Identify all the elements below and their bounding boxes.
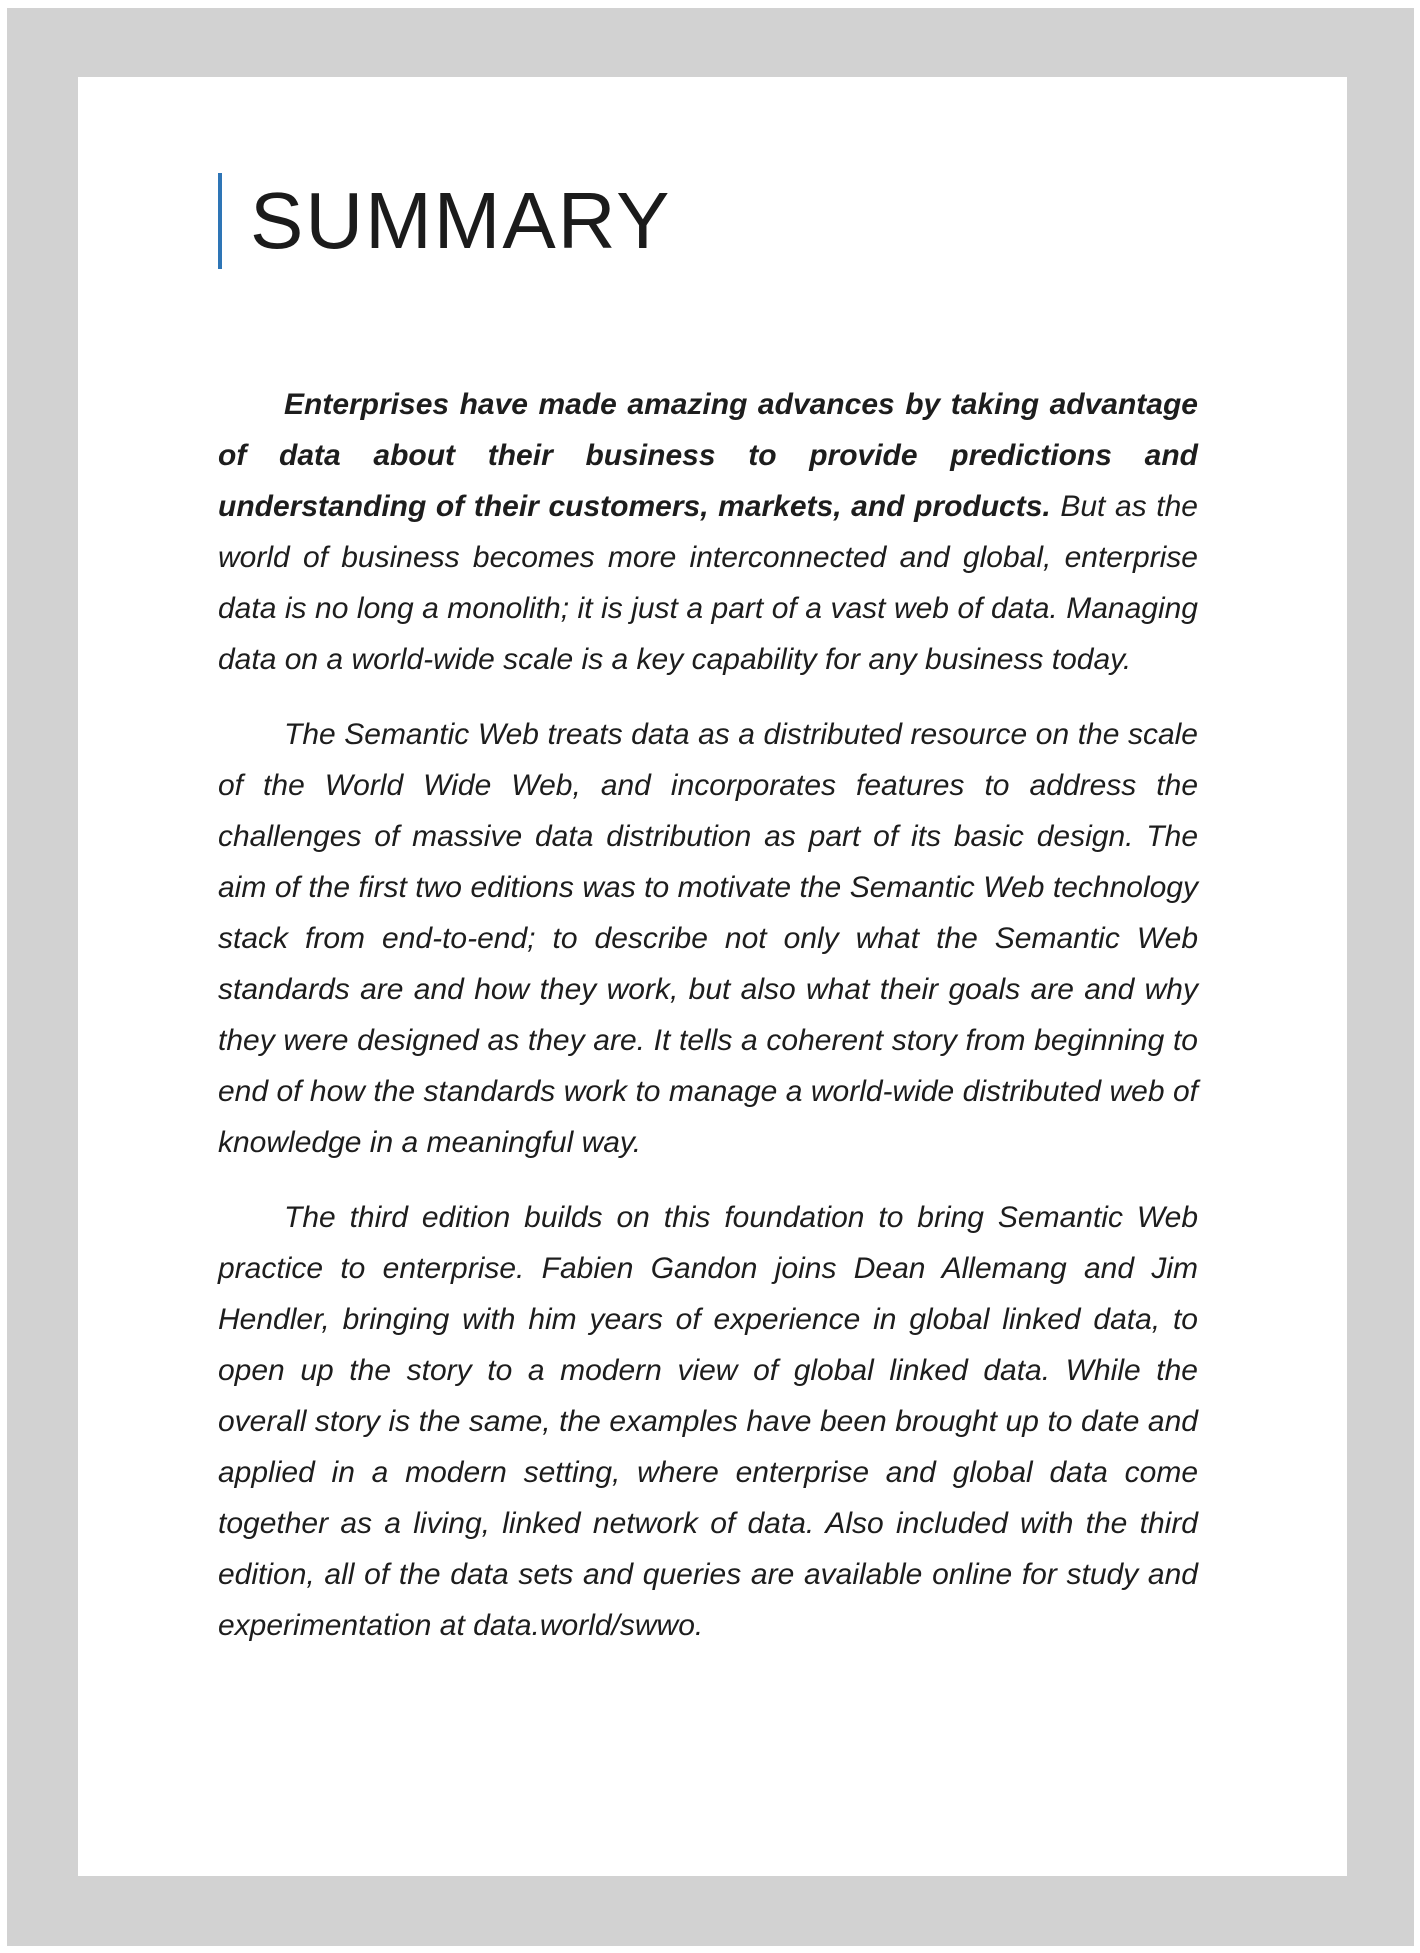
paragraph-1-rest: But as the world of business becomes more interconnected and global, enterprise data is no long a monolith; it is just a part of a vast web of data. Managing data on a world-wide scale is a key capability for any business today. [218, 490, 1198, 676]
paragraph-3: The third edition builds on this foundation to bring Semantic Web practice to enterprise. Fabien Gandon joins Dean Allemang and Jim Hendler, bringing with him years of experience in global linked data, to open up the story to a modern view of global linked data. While the overall story is the same, the examples have been brought up to date and applied in a modern setting, where enterprise and global data come together as a living, linked network of data. Also included with the third edition, all of the data sets and queries are available online for study and experimentation at data.world/swwo. [218, 1201, 1198, 1642]
page-title: SUMMARY [250, 176, 672, 265]
summary-heading [218, 173, 671, 269]
summary-body [218, 379, 1198, 1675]
paragraph-2: The Semantic Web treats data as a distributed resource on the scale of the World Wide Web, and incorporates features to address the challenges of massive data distribution as part of its basic design. The aim of the first two editions was to motivate the Semantic Web technology stack from end-to-end; to describe not only what the Semantic Web standards are and how they work, but also what their goals are and why they were designed as they are. It tells a coherent story from beginning to end of how the standards work to manage a world-wide distributed web of knowledge in a meaningful way. [218, 718, 1198, 1159]
heading-accent-bar [218, 173, 222, 269]
paragraph-1-lead: Enterprises have made amazing advances by taking advantage of data about their business to provide predictions and understanding of their customers, markets, and products. [218, 388, 1198, 523]
document-page [78, 77, 1347, 1876]
paragraph-1 [218, 379, 1198, 685]
